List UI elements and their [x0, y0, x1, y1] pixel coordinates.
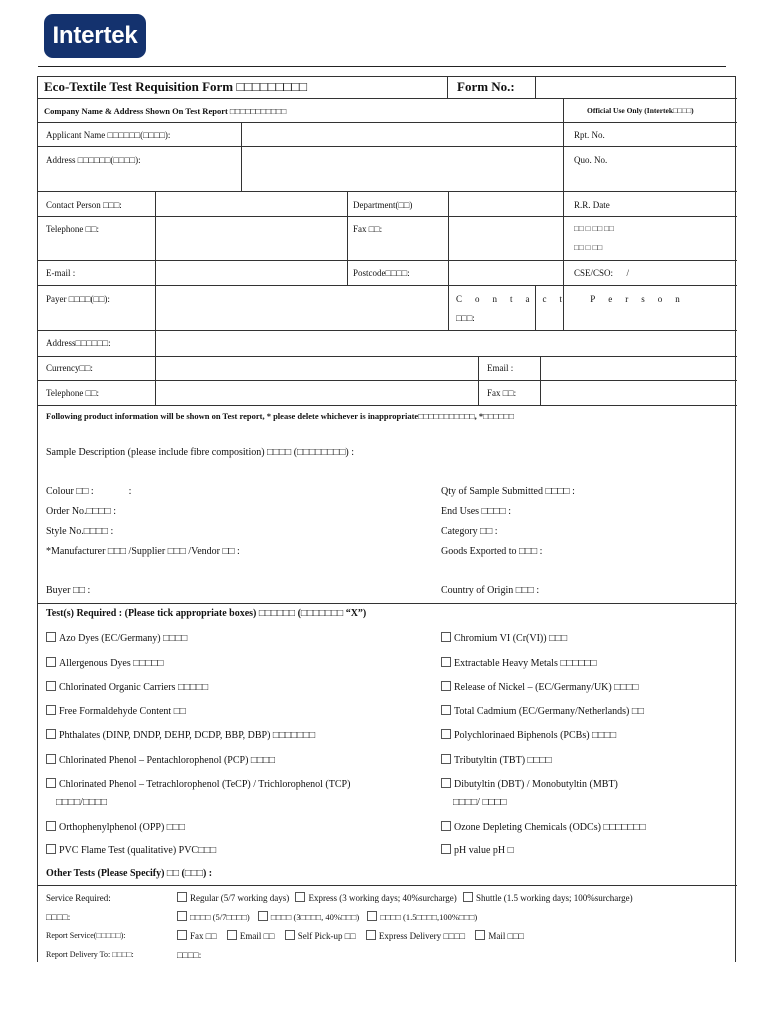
- applicant-name-label: Applicant Name □□□□□□(□□□□):: [46, 130, 171, 140]
- form-title: Eco-Textile Test Requisition Form □□□□□□□□□: [44, 79, 308, 94]
- service-option-express[interactable]: [295, 893, 456, 903]
- address-label: Address □□□□□□(□□□□):: [46, 155, 141, 165]
- test-option[interactable]: [441, 754, 552, 767]
- row-line: [38, 380, 737, 381]
- test-option-label: Orthophenylphenol (OPP) □□□: [59, 822, 185, 833]
- service-option-label: Regular (5/7 working days): [190, 893, 290, 903]
- col-line: [540, 356, 541, 405]
- checkbox[interactable]: [367, 911, 377, 921]
- report-option-label: Self Pick-up □□: [297, 931, 356, 941]
- payer-contact-person-label: Contact Person: [456, 294, 693, 304]
- report-option-email[interactable]: [227, 931, 275, 941]
- row-line: [38, 603, 737, 604]
- test-option-label: Chromium VI (Cr(VI)) □□□: [454, 633, 568, 644]
- row-line: [38, 191, 737, 192]
- col-line: [535, 77, 536, 98]
- sample-description-label: Sample Description (please include fibre composition) □□□□ (□□□□□□□□) :: [46, 447, 354, 458]
- checkbox[interactable]: [46, 821, 56, 831]
- qty-sample-label: Qty of Sample Submitted □□□□ :: [441, 486, 575, 497]
- intertek-logo: Intertek: [44, 14, 146, 58]
- colour-label: Colour □□ : :: [46, 486, 132, 497]
- service-options-cn: [177, 911, 477, 923]
- checkbox[interactable]: [441, 729, 451, 739]
- test-option-label: Chlorinated Phenol – Pentachlorophenol (PCP) □□□□: [59, 755, 276, 766]
- test-option-label: Total Cadmium (EC/Germany/Netherlands) □□: [454, 706, 644, 717]
- col-line: [448, 285, 449, 330]
- payer-email-label: Email :: [487, 363, 514, 373]
- test-option[interactable]: [441, 657, 597, 670]
- service-option-label: □□□□ (3□□□□, 40%□□□): [270, 912, 360, 922]
- report-option-label: Email □□: [239, 931, 275, 941]
- report-delivery-cn: □□□□:: [177, 950, 202, 960]
- checkbox[interactable]: [46, 778, 56, 788]
- form-no-label: Form No.:: [457, 79, 515, 94]
- service-option-regular[interactable]: [177, 893, 289, 903]
- test-option-label: Chlorinated Organic Carriers □□□□□: [59, 682, 209, 693]
- test-option[interactable]: [441, 778, 618, 791]
- checkbox[interactable]: [46, 681, 56, 691]
- cse-cso-label: CSE/CSO: /: [574, 268, 630, 278]
- test-option[interactable]: [46, 632, 187, 645]
- row-line: [38, 330, 737, 331]
- service-option-label: □□□□ (1.5□□□□,100%□□□): [380, 912, 478, 922]
- test-option[interactable]: [46, 821, 185, 834]
- test-option[interactable]: [441, 681, 638, 694]
- test-option[interactable]: [46, 681, 208, 694]
- checkbox[interactable]: [46, 754, 56, 764]
- test-option[interactable]: [46, 729, 315, 742]
- product-info-notice: Following product information will be shown on Test report, * please delete whichever is inappropriate□□□□□□□□□□□, *□□□□□□: [46, 411, 514, 421]
- checkbox[interactable]: [441, 657, 451, 667]
- service-option-regular-cn[interactable]: [177, 912, 250, 922]
- report-option-fax[interactable]: [177, 931, 217, 941]
- checkbox[interactable]: [441, 844, 451, 854]
- service-option-express-cn[interactable]: [258, 912, 359, 922]
- test-option-label: Dibutyltin (DBT) / Monobutyltin (MBT): [454, 779, 618, 790]
- test-option[interactable]: [441, 821, 646, 834]
- company-name-label: Company Name & Address Shown On Test Report □□□□□□□□□□□: [44, 106, 287, 116]
- checkbox[interactable]: [46, 705, 56, 715]
- contact-person-label: Contact Person □□□:: [46, 200, 122, 210]
- manufacturer-label: *Manufacturer □□□ /Supplier □□□ /Vendor □□ :: [46, 546, 240, 557]
- checkbox[interactable]: [46, 657, 56, 667]
- checkbox[interactable]: [177, 911, 187, 921]
- report-option-label: Fax □□: [190, 931, 217, 941]
- telephone-label: Telephone □□:: [46, 224, 99, 234]
- test-option[interactable]: [46, 657, 163, 670]
- checkbox[interactable]: [258, 911, 268, 921]
- test-option[interactable]: [46, 844, 216, 857]
- report-service-label: Report Service(□□□□□):: [46, 931, 126, 940]
- row-line: [38, 285, 737, 286]
- checkbox[interactable]: [177, 930, 187, 940]
- checkbox[interactable]: [441, 681, 451, 691]
- style-no-label: Style No.□□□□ :: [46, 526, 114, 537]
- checkbox[interactable]: [227, 930, 237, 940]
- test-option-label: Azo Dyes (EC/Germany) □□□□: [59, 633, 188, 644]
- header-rule: [38, 66, 726, 67]
- other-tests-label: Other Tests (Please Specify) □□ (□□□) :: [46, 868, 213, 879]
- checkbox[interactable]: [295, 892, 305, 902]
- service-option-shuttle-cn[interactable]: [367, 912, 477, 922]
- country-origin-label: Country of Origin □□□ :: [441, 585, 540, 596]
- report-option-express-delivery[interactable]: [366, 931, 465, 941]
- checkbox[interactable]: [366, 930, 376, 940]
- test-option[interactable]: [46, 778, 350, 791]
- order-no-label: Order No.□□□□ :: [46, 506, 116, 517]
- checkbox[interactable]: [46, 632, 56, 642]
- col-line: [447, 77, 448, 98]
- test-option-label: Release of Nickel – (EC/Germany/UK) □□□□: [454, 682, 639, 693]
- service-required-label: Service Required:: [46, 893, 111, 903]
- test-option-label: Tributyltin (TBT) □□□□: [454, 755, 552, 766]
- service-option-shuttle[interactable]: [463, 893, 633, 903]
- checkbox[interactable]: [285, 930, 295, 940]
- col-line: [478, 356, 479, 405]
- service-option-label: Express (3 working days; 40%surcharge): [308, 893, 457, 903]
- row-line: [38, 260, 737, 261]
- col-line: [155, 191, 156, 330]
- row-line: [38, 356, 737, 357]
- rr-date-label: R.R. Date: [574, 200, 610, 210]
- postcode-label: Postcode□□□□:: [353, 268, 410, 278]
- row-line: [38, 98, 737, 99]
- test-option-label: Chlorinated Phenol – Tetrachlorophenol (TeCP) / Trichlorophenol (TCP): [59, 779, 351, 790]
- checkbox[interactable]: [46, 729, 56, 739]
- payer-contact-person-cn: □□□:: [456, 313, 475, 323]
- fax-label: Fax □□:: [353, 224, 383, 234]
- service-option-label: □□□□ (5/7□□□□): [190, 912, 250, 922]
- col-line: [347, 191, 348, 216]
- checkbox[interactable]: [475, 930, 485, 940]
- col-line: [448, 260, 449, 285]
- requisition-form: [37, 76, 736, 962]
- checkbox[interactable]: [46, 844, 56, 854]
- test-option[interactable]: [441, 705, 644, 718]
- code-line-1: □□ □ □□ □□: [574, 224, 614, 233]
- report-option-label: Express Delivery □□□□: [378, 931, 466, 941]
- checkbox[interactable]: [441, 778, 451, 788]
- payer-label: Payer □□□□(□□):: [46, 294, 110, 304]
- buyer-label: Buyer □□ :: [46, 585, 91, 596]
- tests-heading: Test(s) Required : (Please tick appropriate boxes) □□□□□□ (□□□□□□□ “X”): [46, 608, 367, 619]
- test-option-label: Extractable Heavy Metals □□□□□□: [454, 658, 597, 669]
- test-option[interactable]: [441, 632, 567, 645]
- test-option-label: Ozone Depleting Chemicals (ODCs) □□□□□□□: [454, 822, 646, 833]
- checkbox[interactable]: [441, 632, 451, 642]
- checkbox[interactable]: [441, 754, 451, 764]
- report-service-options: [177, 930, 524, 942]
- col-line: [347, 260, 348, 285]
- col-line: [448, 191, 449, 216]
- payer-fax-label: Fax □□:: [487, 388, 517, 398]
- official-use-label: Official Use Only (Intertek□□□□): [587, 106, 694, 115]
- col-line: [535, 285, 536, 330]
- col-line: [155, 330, 156, 405]
- report-delivery-label: Report Delivery To: □□□□:: [46, 950, 134, 959]
- service-option-label: Shuttle (1.5 working days; 100%surcharge): [476, 893, 633, 903]
- service-required-cn-label: □□□□:: [46, 912, 71, 922]
- report-option-mail[interactable]: [475, 931, 524, 941]
- goods-exported-label: Goods Exported to □□□ :: [441, 546, 543, 557]
- col-line: [241, 122, 242, 191]
- email-label: E-mail :: [46, 268, 76, 278]
- row-line: [38, 216, 737, 217]
- payer-address-label: Address□□□□□□:: [46, 338, 111, 348]
- end-uses-label: End Uses □□□□ :: [441, 506, 511, 517]
- report-option-self-pickup[interactable]: [285, 931, 356, 941]
- col-line: [347, 216, 348, 260]
- code-line-2: □□ □ □□: [574, 243, 603, 252]
- report-option-label: Mail □□□: [488, 931, 524, 941]
- quo-no-label: Quo. No.: [574, 155, 608, 165]
- test-option[interactable]: [441, 729, 616, 742]
- row-line: [38, 885, 737, 886]
- col-line: [448, 216, 449, 260]
- currency-label: Currency□□:: [46, 363, 93, 373]
- test-option-continuation: □□□□/□□□□: [56, 797, 108, 808]
- test-option-label: Polychlorinaed Biphenols (PCBs) □□□□: [454, 730, 617, 741]
- test-option-label: Allergenous Dyes □□□□□: [59, 658, 164, 669]
- test-option-label: Free Formaldehyde Content □□: [59, 706, 186, 717]
- checkbox[interactable]: [463, 892, 473, 902]
- service-options: [177, 892, 633, 904]
- row-line: [38, 146, 737, 147]
- test-option[interactable]: [46, 705, 186, 718]
- test-option-label: PVC Flame Test (qualitative) PVC□□□: [59, 845, 217, 856]
- checkbox[interactable]: [441, 821, 451, 831]
- row-line: [38, 122, 737, 123]
- department-label: Department(□□): [353, 200, 413, 210]
- payer-telephone-label: Telephone □□:: [46, 388, 99, 398]
- rpt-no-label: Rpt. No.: [574, 130, 605, 140]
- test-option-label: Phthalates (DINP, DNDP, DEHP, DCDP, BBP, DBP) □□□□□□□: [59, 730, 316, 741]
- test-option-label: pH value pH □: [454, 845, 514, 856]
- category-label: Category □□ :: [441, 526, 498, 537]
- checkbox[interactable]: [177, 892, 187, 902]
- row-line: [38, 405, 737, 406]
- test-option[interactable]: [441, 844, 514, 857]
- test-option-continuation: □□□□/ □□□□: [453, 797, 507, 808]
- checkbox[interactable]: [441, 705, 451, 715]
- test-option[interactable]: [46, 754, 275, 767]
